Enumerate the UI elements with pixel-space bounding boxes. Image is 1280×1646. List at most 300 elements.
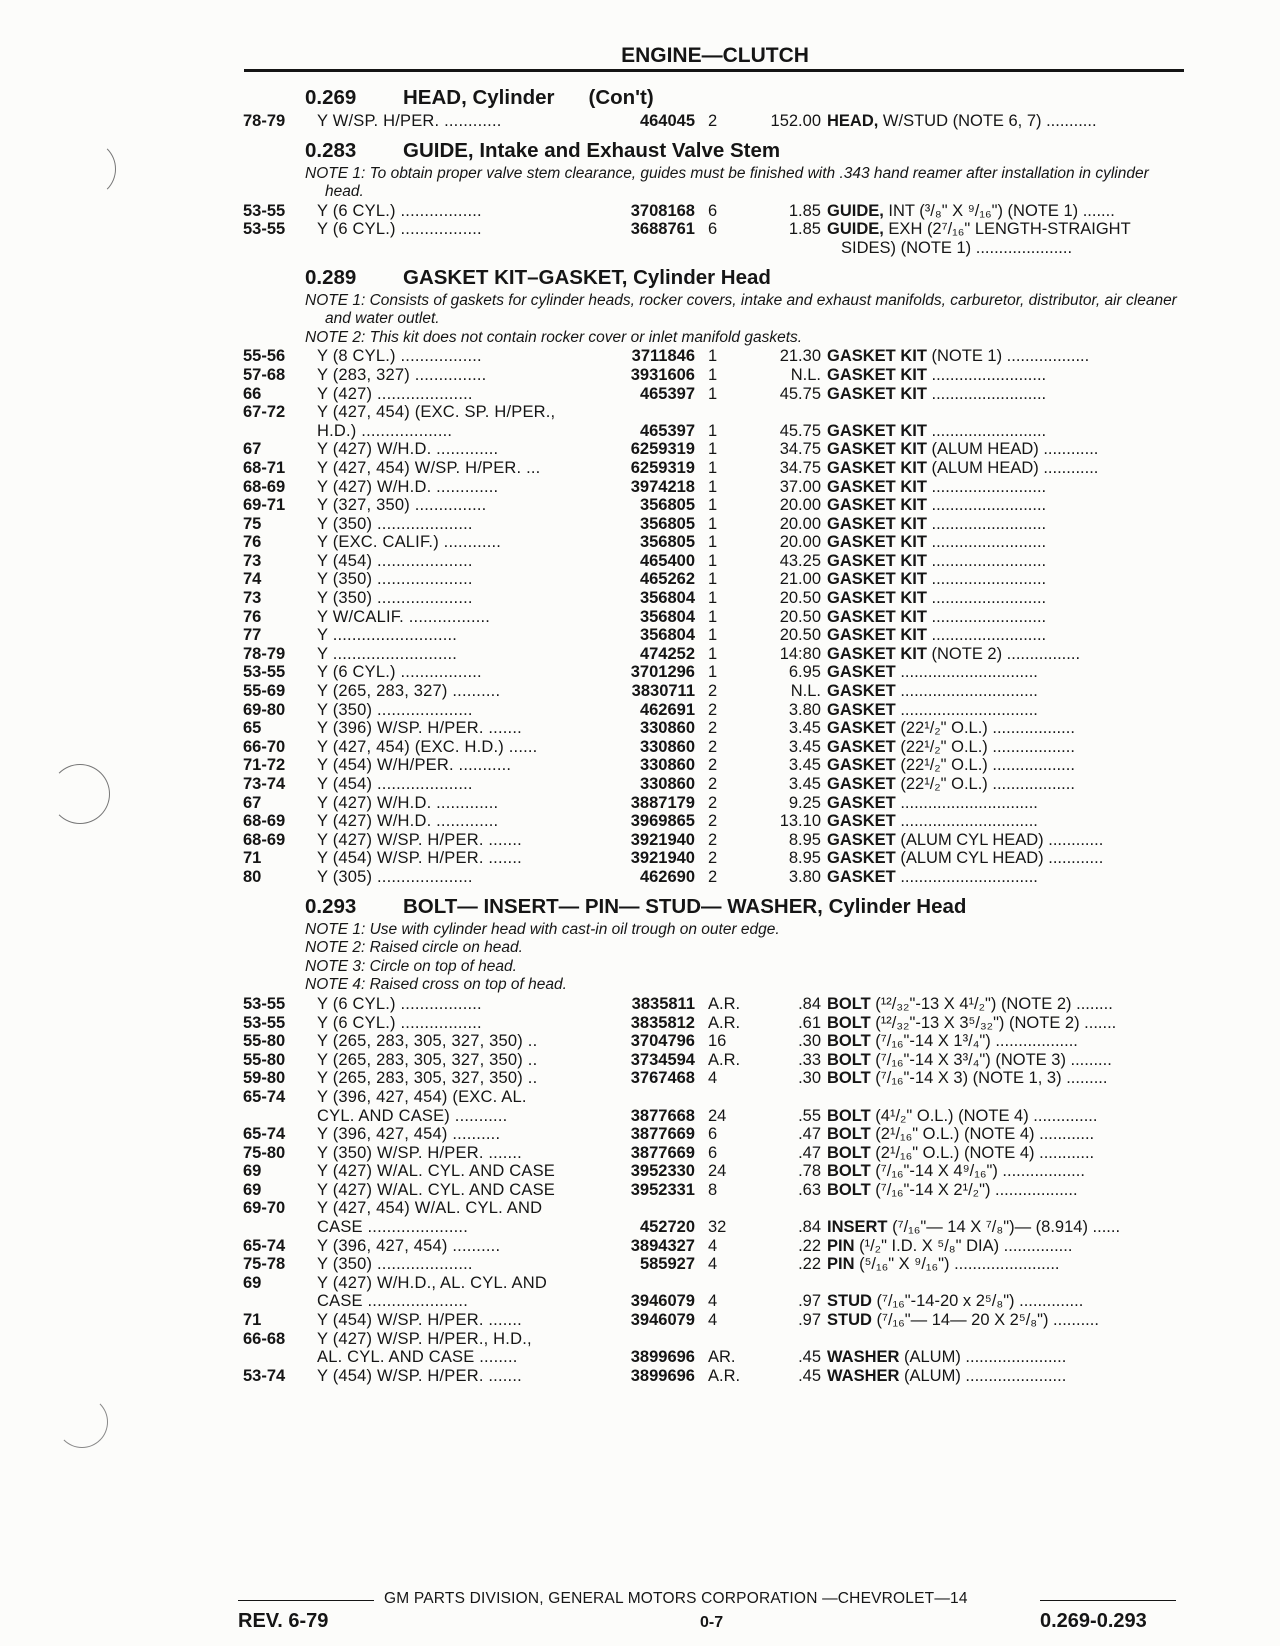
quantity: 2 xyxy=(708,867,718,886)
part-number: 474252 xyxy=(639,644,695,663)
application-text: Y (350) .................... xyxy=(317,1255,473,1274)
section-spacer xyxy=(243,1385,1185,1391)
price: .47 xyxy=(798,1125,821,1144)
footer-section-range: 0.269-0.293 xyxy=(1040,1610,1147,1632)
description-name: PIN xyxy=(827,1236,855,1255)
application-text: Y (350) .................... xyxy=(317,589,473,608)
section-notes xyxy=(243,292,1185,348)
description-detail: ......................... xyxy=(926,384,1047,403)
description-detail: ......................... xyxy=(926,477,1047,496)
price: 3.45 xyxy=(788,719,821,738)
quantity: A.R. xyxy=(708,1050,741,1069)
part-number: 3877669 xyxy=(630,1143,695,1162)
model-year: 65-74 xyxy=(243,1236,286,1255)
description-continuation: SIDES) (NOTE 1) ..................... xyxy=(841,238,1073,257)
part-number: 3877669 xyxy=(630,1125,695,1144)
parts-row xyxy=(243,608,1185,627)
description xyxy=(827,1051,1185,1070)
description-detail: ......................... xyxy=(926,365,1047,384)
model-year: 69 xyxy=(243,1180,262,1199)
description xyxy=(827,1144,1185,1163)
description-name: GASKET KIT xyxy=(827,384,927,403)
application-text: Y (396, 427, 454) .......... xyxy=(317,1236,501,1255)
quantity: 1 xyxy=(708,663,718,682)
quantity: 6 xyxy=(708,1143,718,1162)
note: NOTE 1: Consists of gaskets for cylinder heads, rocker covers, intake and exhaust manifolds, carburetor, distributor, air cleaner and water outlet. xyxy=(305,291,1177,328)
section-notes xyxy=(243,165,1185,202)
description-name: STUD xyxy=(827,1311,872,1330)
description xyxy=(827,719,1185,738)
parts-row xyxy=(243,794,1185,813)
description-detail: .............................. xyxy=(895,682,1038,701)
part-number: 356804 xyxy=(639,626,695,645)
description xyxy=(827,812,1185,831)
description-detail: (22¹/₂" O.L.) .................. xyxy=(895,756,1075,775)
description-detail: (¹/₂" I.D. X ⁵/₈" DIA) ............... xyxy=(854,1236,1073,1255)
model-year: 68-69 xyxy=(243,830,286,849)
parts-list xyxy=(243,112,1185,131)
description xyxy=(827,849,1185,868)
quantity: 24 xyxy=(708,1162,727,1181)
part-number: 330860 xyxy=(639,775,695,793)
quantity: 2 xyxy=(708,793,718,812)
quantity: 4 xyxy=(708,1311,718,1330)
description-detail: ......................... xyxy=(926,514,1047,533)
parts-row xyxy=(243,112,1185,131)
description xyxy=(827,515,1185,534)
description-detail: .............................. xyxy=(895,812,1038,831)
application xyxy=(305,1088,809,1107)
quantity: 2 xyxy=(708,737,718,756)
parts-row xyxy=(243,738,1185,757)
application-text: Y (427) W/H.D. ............. xyxy=(317,477,499,496)
part-number: 330860 xyxy=(639,737,695,756)
description-detail: (¹²/₃₂"-13 X 4¹/₂") (NOTE 2) ........ xyxy=(870,994,1113,1013)
model-year: 59-80 xyxy=(243,1069,286,1088)
note: NOTE 1: Use with cylinder head with cast-in oil trough on outer edge. xyxy=(305,920,780,938)
price: .45 xyxy=(798,1366,821,1385)
description-detail: (22¹/₂" O.L.) .................. xyxy=(895,719,1075,738)
section-title: BOLT— INSERT— PIN— STUD— WASHER, Cylinder Head xyxy=(403,894,967,918)
description xyxy=(827,112,1185,131)
description-name: STUD xyxy=(827,1292,872,1311)
application-text: Y (454) .................... xyxy=(317,551,473,570)
parts-row xyxy=(243,719,1185,738)
description-detail: (⁷/₁₆"— 14— 20 X 2⁵/₈") .......... xyxy=(871,1311,1099,1330)
application-text: CYL. AND CASE) ........... xyxy=(317,1106,508,1125)
part-number: 452720 xyxy=(639,1218,695,1237)
description xyxy=(827,385,1185,404)
description-name: BOLT xyxy=(827,1032,871,1051)
parts-row xyxy=(243,403,1185,422)
section-heading xyxy=(243,137,1185,165)
model-year: 77 xyxy=(243,626,262,645)
description-detail: (⁵/₁₆" X ⁹/₁₆") ....................... xyxy=(854,1255,1060,1274)
description-name: PIN xyxy=(827,1255,855,1274)
model-year: 78-79 xyxy=(243,644,286,663)
application xyxy=(305,1199,809,1218)
description-detail: (ALUM) ...................... xyxy=(899,1348,1067,1367)
price: 3.45 xyxy=(788,737,821,756)
part-number: 3921940 xyxy=(630,849,695,868)
parts-row xyxy=(243,1237,1185,1256)
description xyxy=(827,496,1185,515)
quantity: 1 xyxy=(708,347,718,366)
description-detail: (NOTE 1) .................. xyxy=(926,347,1090,366)
model-year: 68-71 xyxy=(243,458,286,477)
part-number: 3952331 xyxy=(630,1180,695,1199)
description xyxy=(827,1125,1185,1144)
description xyxy=(827,738,1185,757)
application-text: Y (EXC. CALIF.) ............ xyxy=(317,533,502,552)
parts-row xyxy=(243,385,1185,404)
application-text: Y (427, 454) (EXC. SP. H/PER., xyxy=(317,403,556,422)
part-number: 356805 xyxy=(639,533,695,552)
description xyxy=(827,756,1185,775)
quantity: 1 xyxy=(708,440,718,459)
parts-row xyxy=(243,1088,1185,1107)
application-text: Y W/SP. H/PER. ............ xyxy=(317,112,502,130)
quantity: 6 xyxy=(708,220,718,239)
description-name: GASKET KIT xyxy=(827,644,927,663)
application-text: Y (396, 427, 454) .......... xyxy=(317,1125,501,1144)
part-number: 3711846 xyxy=(631,347,695,366)
parts-row xyxy=(243,459,1185,478)
parts-row xyxy=(243,663,1185,682)
application-text: Y (427) W/H.D., AL. CYL. AND xyxy=(317,1273,547,1292)
parts-row xyxy=(243,220,1185,239)
part-number: 465262 xyxy=(639,570,695,589)
description xyxy=(827,1107,1185,1126)
model-year: 55-80 xyxy=(243,1050,286,1069)
parts-row xyxy=(243,1032,1185,1051)
price: .47 xyxy=(798,1143,821,1162)
application-text: Y (396, 427, 454) (EXC. AL. xyxy=(317,1087,527,1106)
description xyxy=(827,552,1185,571)
section-number: 0.289 xyxy=(305,265,357,289)
parts-row xyxy=(243,515,1185,534)
description xyxy=(827,775,1185,794)
description-name: GASKET xyxy=(827,812,896,831)
price: 14:80 xyxy=(779,644,821,663)
part-number: 3887179 xyxy=(630,793,695,812)
quantity: 1 xyxy=(708,533,718,552)
parts-row xyxy=(243,682,1185,701)
model-year: 66 xyxy=(243,384,262,403)
parts-row xyxy=(243,533,1185,552)
part-number: 3894327 xyxy=(630,1236,695,1255)
price: 20.00 xyxy=(779,514,821,533)
description xyxy=(827,1032,1185,1051)
description-detail: (22¹/₂" O.L.) .................. xyxy=(895,737,1075,756)
description-detail: INT (³/₈" X ⁹/₁₆") (NOTE 1) ....... xyxy=(883,201,1115,220)
parts-row xyxy=(243,645,1185,664)
price: 34.75 xyxy=(779,458,821,477)
model-year: 53-74 xyxy=(243,1366,286,1385)
parts-row xyxy=(243,1348,1185,1367)
model-year: 53-55 xyxy=(243,201,286,220)
parts-row xyxy=(243,1014,1185,1033)
model-year: 75-78 xyxy=(243,1255,286,1274)
description-detail: (ALUM) ...................... xyxy=(899,1366,1067,1385)
parts-row xyxy=(243,552,1185,571)
price: 3.45 xyxy=(788,775,821,793)
model-year: 75 xyxy=(243,514,262,533)
description-name: BOLT xyxy=(827,1125,871,1144)
model-year: 53-55 xyxy=(243,1013,286,1032)
model-year: 55-69 xyxy=(243,682,286,701)
section-number: 0.269 xyxy=(305,86,357,109)
description xyxy=(827,440,1185,459)
quantity: 2 xyxy=(708,700,718,719)
quantity: 16 xyxy=(708,1032,727,1051)
model-year: 53-55 xyxy=(243,220,286,239)
parts-row xyxy=(243,1181,1185,1200)
price: 45.75 xyxy=(779,384,821,403)
quantity: 1 xyxy=(708,514,718,533)
price: 21.00 xyxy=(779,570,821,589)
description-name: HEAD, xyxy=(827,112,879,130)
description-detail: .............................. xyxy=(895,867,1038,886)
description xyxy=(827,1218,1185,1237)
model-year: 80 xyxy=(243,867,262,886)
application-text: AL. CYL. AND CASE ........ xyxy=(317,1348,518,1367)
application-text: Y (427) W/H.D. ............. xyxy=(317,440,499,459)
quantity: 32 xyxy=(708,1218,727,1237)
parts-row xyxy=(243,366,1185,385)
description-name: GASKET KIT xyxy=(827,533,927,552)
part-number: 356804 xyxy=(639,607,695,626)
description xyxy=(827,1348,1185,1367)
section-number: 0.293 xyxy=(305,894,357,918)
parts-row xyxy=(243,478,1185,497)
description-name: GASKET xyxy=(827,775,896,793)
part-number: 3921940 xyxy=(630,830,695,849)
part-number: 3830711 xyxy=(631,682,695,701)
description-name: WASHER xyxy=(827,1348,900,1367)
model-year: 65-74 xyxy=(243,1087,286,1106)
model-year: 66-70 xyxy=(243,737,286,756)
quantity: 2 xyxy=(708,756,718,775)
price: N.L. xyxy=(790,682,821,701)
description-name: GASKET KIT xyxy=(827,421,927,440)
price: 20.50 xyxy=(779,607,821,626)
parts-row xyxy=(243,1274,1185,1293)
model-year: 68-69 xyxy=(243,477,286,496)
part-number: 6259319 xyxy=(630,458,695,477)
quantity: 2 xyxy=(708,112,718,130)
description-detail: (⁷/₁₆"-14 X 1³/₄") .................. xyxy=(870,1032,1078,1051)
description-detail: ......................... xyxy=(926,607,1047,626)
application-text: Y (454) .................... xyxy=(317,775,473,793)
application-text: Y (265, 283, 305, 327, 350) .. xyxy=(317,1050,538,1069)
description-name: GASKET xyxy=(827,682,896,701)
parts-row xyxy=(243,1144,1185,1163)
application-text: Y (6 CYL.) ................. xyxy=(317,663,482,682)
quantity: A.R. xyxy=(708,1013,741,1032)
description xyxy=(827,589,1185,608)
parts-row xyxy=(243,831,1185,850)
description-name: GASKET KIT xyxy=(827,458,927,477)
quantity: 1 xyxy=(708,644,718,663)
part-number: 462690 xyxy=(639,867,695,886)
price: 43.25 xyxy=(779,551,821,570)
quantity: A.R. xyxy=(708,1366,741,1385)
part-number: 465397 xyxy=(639,384,695,403)
footer-revision: REV. 6-79 xyxy=(238,1610,329,1632)
price: 8.95 xyxy=(788,830,821,849)
quantity: 1 xyxy=(708,365,718,384)
description xyxy=(827,1162,1185,1181)
description xyxy=(827,459,1185,478)
part-number: 464045 xyxy=(639,112,695,130)
section-title: GASKET KIT–GASKET, Cylinder Head xyxy=(403,265,771,289)
description-detail: (2¹/₁₆" O.L.) (NOTE 4) ............ xyxy=(870,1143,1095,1162)
quantity: 1 xyxy=(708,421,718,440)
application-text: Y (427) W/H.D. ............. xyxy=(317,812,499,831)
quantity: 1 xyxy=(708,607,718,626)
part-number: 3952330 xyxy=(630,1162,695,1181)
parts-row xyxy=(243,701,1185,720)
price: .84 xyxy=(798,1218,821,1237)
application-text: Y (427) .................... xyxy=(317,384,473,403)
price: N.L. xyxy=(790,365,821,384)
price: 21.30 xyxy=(779,347,821,366)
part-number: 330860 xyxy=(639,719,695,738)
model-year: 55-80 xyxy=(243,1032,286,1051)
description xyxy=(827,1292,1185,1311)
description xyxy=(827,701,1185,720)
application-text: Y (6 CYL.) ................. xyxy=(317,1013,482,1032)
description xyxy=(827,478,1185,497)
part-number: 3734594 xyxy=(630,1050,695,1069)
quantity: 4 xyxy=(708,1255,718,1274)
description xyxy=(827,663,1185,682)
model-year: 57-68 xyxy=(243,365,286,384)
quantity: A.R. xyxy=(708,994,741,1013)
application-text: Y (6 CYL.) ................. xyxy=(317,220,482,239)
application-text: Y (350) W/SP. H/PER. ....... xyxy=(317,1143,522,1162)
application-text: Y (454) W/SP. H/PER. ....... xyxy=(317,1311,522,1330)
description-name: BOLT xyxy=(827,1050,871,1069)
model-year: 76 xyxy=(243,607,262,626)
binder-hole-mark xyxy=(50,764,110,824)
application-text: Y (454) W/SP. H/PER. ....... xyxy=(317,1366,522,1385)
quantity: 1 xyxy=(708,551,718,570)
description-name: GASKET xyxy=(827,663,896,682)
model-year: 66-68 xyxy=(243,1329,286,1348)
application-text: Y (350) .................... xyxy=(317,514,473,533)
description-detail: (⁷/₁₆"-14 X 2¹/₂") .................. xyxy=(870,1180,1078,1199)
model-year: 53-55 xyxy=(243,994,286,1013)
price: 9.25 xyxy=(788,793,821,812)
description xyxy=(827,220,1185,239)
part-number: 3767468 xyxy=(630,1069,695,1088)
model-year: 65-74 xyxy=(243,1125,286,1144)
application-text: Y .......................... xyxy=(317,626,458,645)
note: NOTE 1: To obtain proper valve stem clearance, guides must be finished with .343 hand reamer after installation in cylinder head. xyxy=(305,164,1149,201)
application-text: Y (6 CYL.) ................. xyxy=(317,201,482,220)
price: .55 xyxy=(798,1106,821,1125)
parts-list xyxy=(243,347,1185,886)
part-number: 3704796 xyxy=(630,1032,695,1051)
parts-row xyxy=(243,775,1185,794)
part-number: 3969865 xyxy=(630,812,695,831)
description xyxy=(827,1014,1185,1033)
price: .30 xyxy=(798,1069,821,1088)
parts-row-continuation xyxy=(243,239,1185,258)
model-year: 55-56 xyxy=(243,347,286,366)
description-detail: (ALUM CYL HEAD) ............ xyxy=(895,830,1104,849)
price: .30 xyxy=(798,1032,821,1051)
model-year: 74 xyxy=(243,570,262,589)
quantity: 1 xyxy=(708,477,718,496)
description-detail: W/STUD (NOTE 6, 7) ........... xyxy=(878,112,1097,130)
description-detail: EXH (2⁷/₁₆" LENGTH-STRAIGHT xyxy=(883,220,1131,239)
quantity: AR. xyxy=(708,1348,736,1367)
price: 20.50 xyxy=(779,626,821,645)
description xyxy=(827,868,1185,887)
parts-row xyxy=(243,1255,1185,1274)
price: .84 xyxy=(798,994,821,1013)
parts-row xyxy=(243,1292,1185,1311)
part-number: 356805 xyxy=(639,514,695,533)
description xyxy=(827,202,1185,221)
model-year: 67 xyxy=(243,793,262,812)
price: .63 xyxy=(798,1180,821,1199)
quantity: 1 xyxy=(708,589,718,608)
page-title: ENGINE—CLUTCH xyxy=(621,44,809,67)
parts-list xyxy=(243,202,1185,258)
model-year: 67 xyxy=(243,440,262,459)
description xyxy=(827,682,1185,701)
description xyxy=(827,422,1185,441)
quantity: 6 xyxy=(708,1125,718,1144)
description xyxy=(827,608,1185,627)
description-detail: (⁷/₁₆"-14-20 x 2⁵/₈") .............. xyxy=(871,1292,1084,1311)
application-text: Y (265, 283, 305, 327, 350) .. xyxy=(317,1032,538,1051)
price: .22 xyxy=(798,1236,821,1255)
application-text: Y (427) W/AL. CYL. AND CASE xyxy=(317,1180,556,1199)
parts-row xyxy=(243,422,1185,441)
parts-row xyxy=(243,756,1185,775)
description-detail: ......................... xyxy=(926,496,1047,515)
price: .97 xyxy=(798,1311,821,1330)
part-number: 3688761 xyxy=(630,220,695,239)
parts-row xyxy=(243,202,1185,221)
description xyxy=(827,645,1185,664)
description-detail: ......................... xyxy=(926,551,1047,570)
description-detail: ......................... xyxy=(926,626,1047,645)
description xyxy=(827,1069,1185,1088)
section-number: 0.283 xyxy=(305,138,357,162)
application-text: Y (427) W/SP. H/PER., H.D., xyxy=(317,1329,532,1348)
description xyxy=(827,570,1185,589)
application-text: Y (350) .................... xyxy=(317,700,473,719)
price: .33 xyxy=(798,1050,821,1069)
description-name: GASKET xyxy=(827,849,896,868)
price: 20.00 xyxy=(779,496,821,515)
application-text: Y (265, 283, 305, 327, 350) .. xyxy=(317,1069,538,1088)
note: NOTE 3: Circle on top of head. xyxy=(305,957,517,975)
parts-row xyxy=(243,570,1185,589)
parts-row xyxy=(243,868,1185,887)
parts-row xyxy=(243,347,1185,366)
quantity: 2 xyxy=(708,775,718,793)
description xyxy=(827,1255,1185,1274)
description xyxy=(827,1367,1185,1386)
description-detail: .............................. xyxy=(895,663,1038,682)
